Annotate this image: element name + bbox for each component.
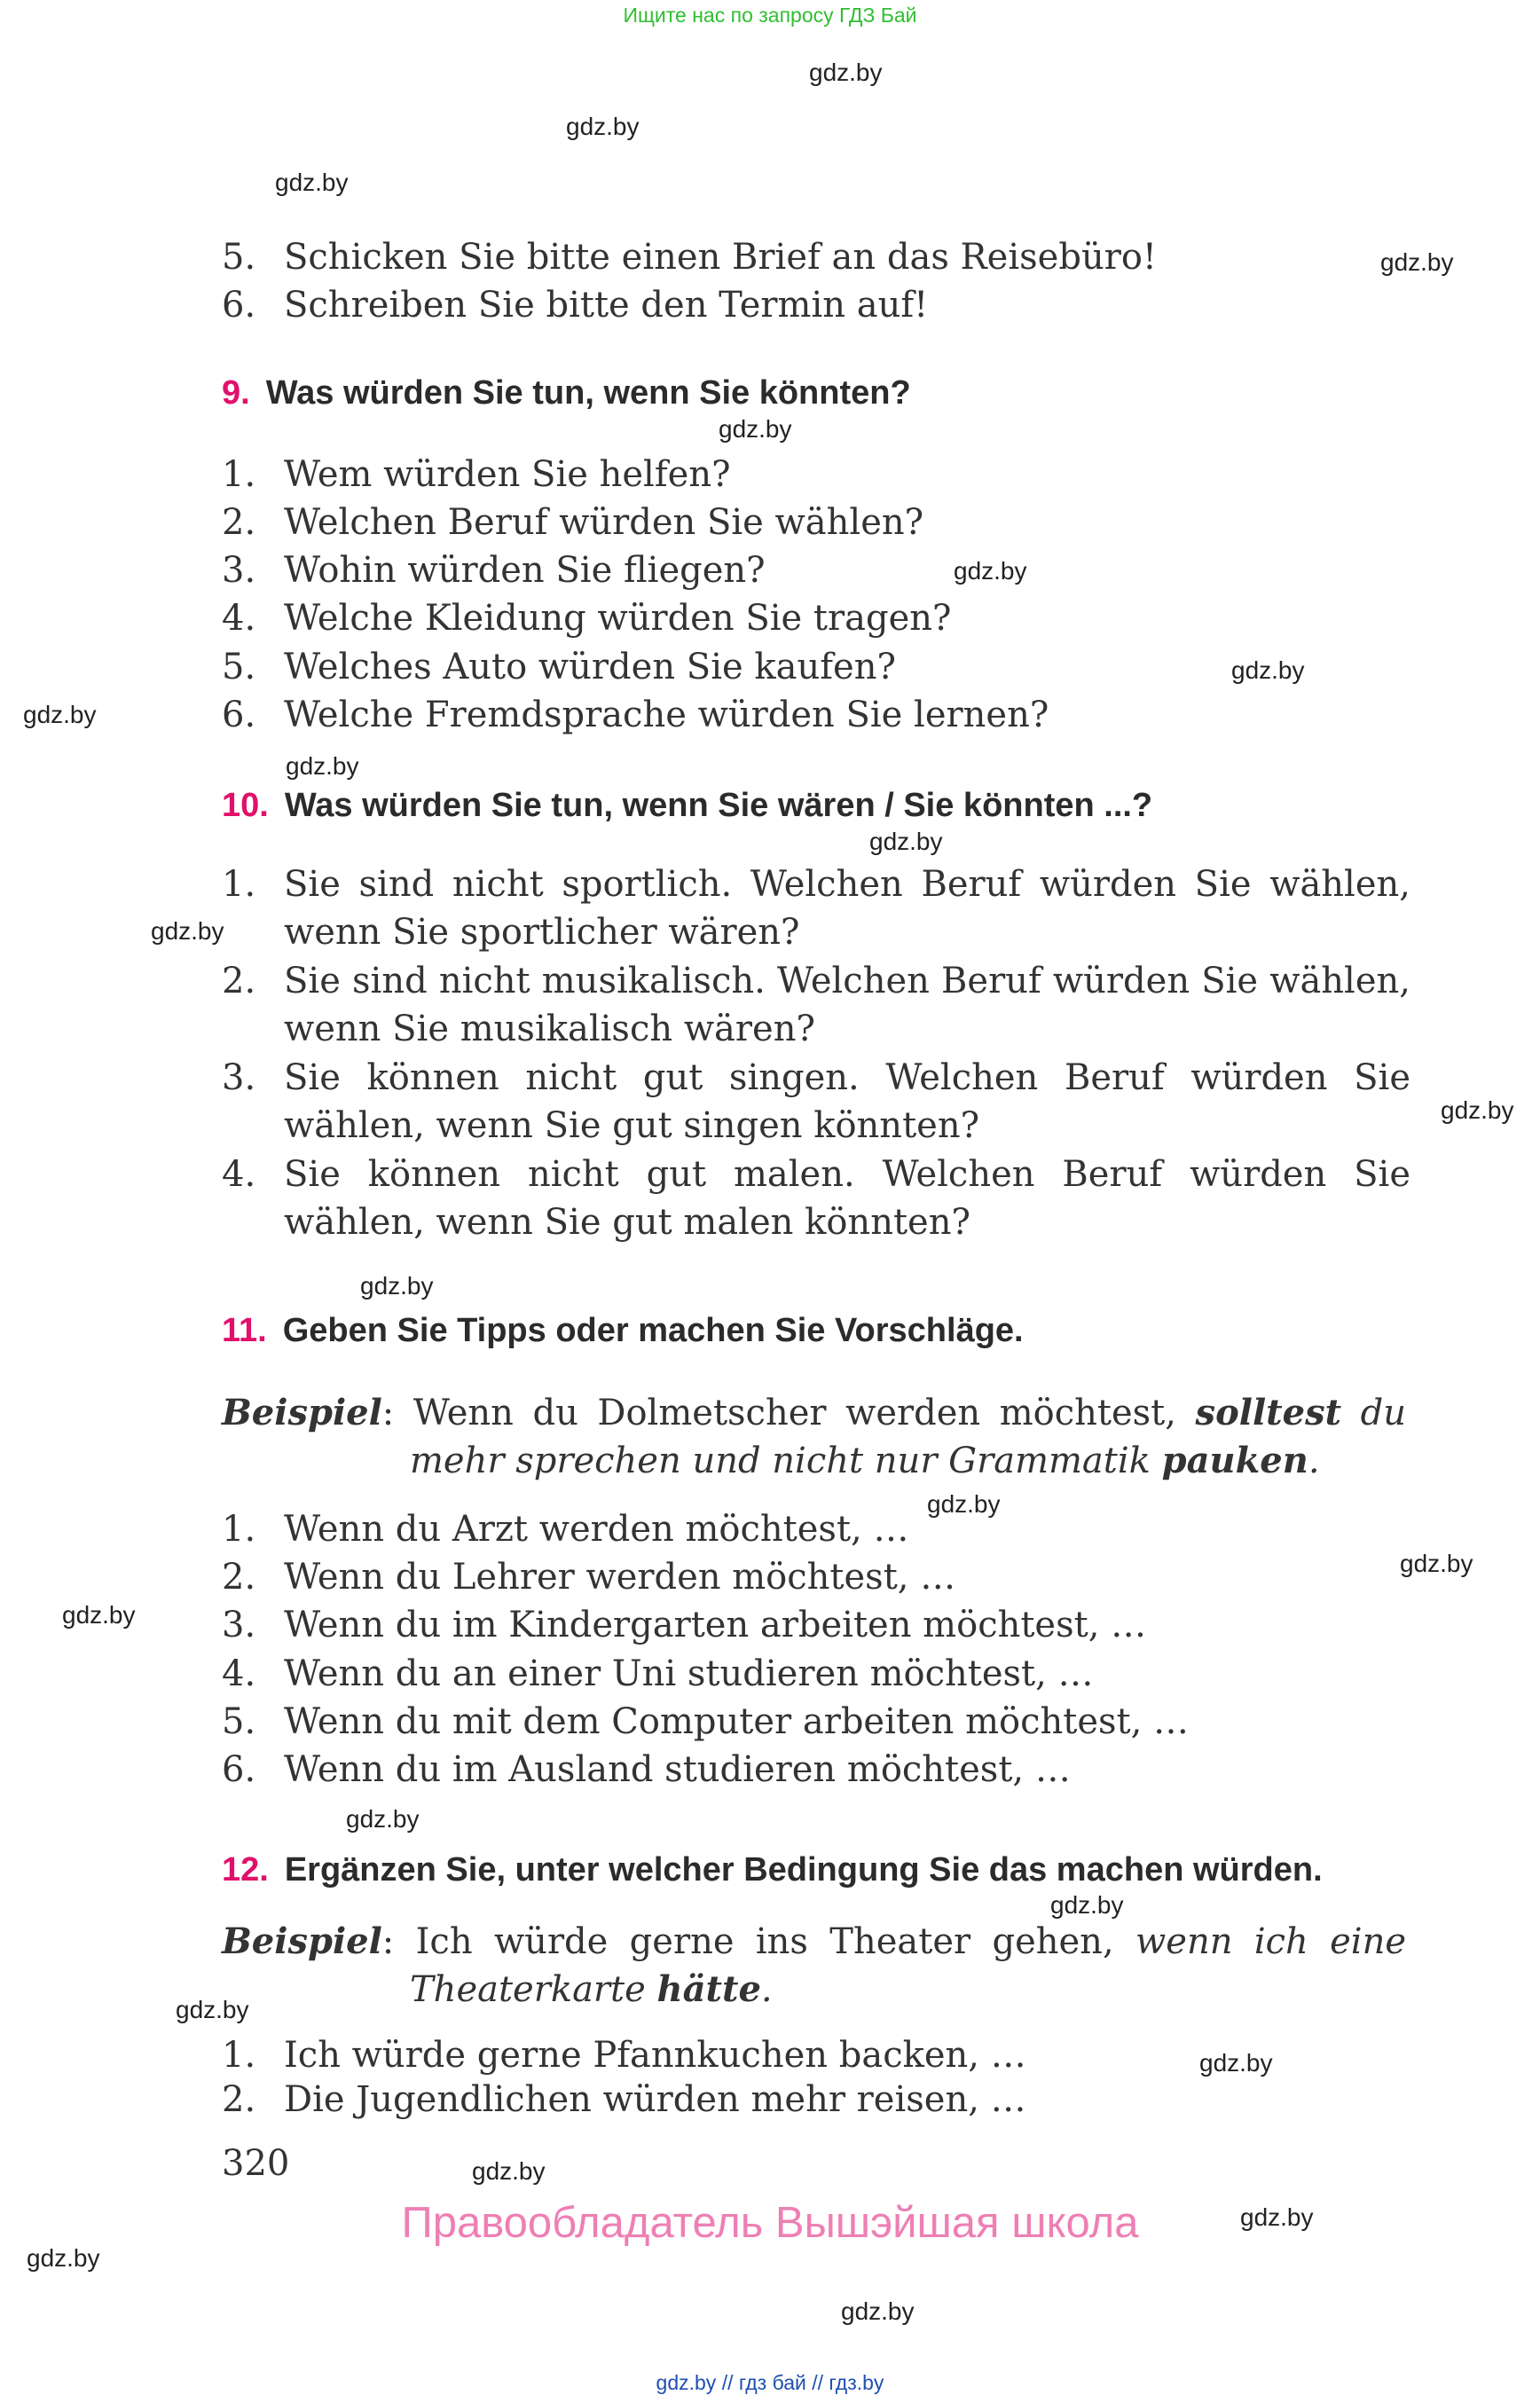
watermark: gdz.by — [869, 828, 943, 855]
list-item: Wenn du Arzt werden möchtest, … — [284, 1509, 909, 1550]
watermark: gdz.by — [62, 1601, 136, 1629]
watermark: gdz.by — [151, 917, 224, 945]
watermark: gdz.by — [841, 2297, 915, 2325]
example-text: Theaterkarte — [410, 1969, 646, 2010]
example-line-2 — [222, 1966, 1406, 2014]
list-item-number: 2. — [222, 1557, 256, 1598]
list-item: Die Jugendlichen würden mehr reisen, … — [284, 2079, 1026, 2120]
watermark: gdz.by — [566, 113, 640, 140]
example-keyword: solltest — [1195, 1392, 1342, 1433]
watermark: gdz.by — [1050, 1891, 1124, 1919]
list-item-number: 3. — [222, 550, 256, 591]
list-item-number: 5. — [222, 1701, 256, 1742]
watermark: gdz.by — [1380, 248, 1454, 276]
list-item: Welche Fremdsprache würden Sie lernen? — [284, 695, 1049, 735]
watermark: gdz.by — [275, 169, 349, 196]
list-item: Welchen Beruf würden Sie wählen? — [284, 502, 924, 543]
example-text: Ich würde gerne ins Theater gehen, — [415, 1921, 1114, 1962]
watermark: gdz.by — [1400, 1550, 1473, 1577]
exercise-title: Ergänzen Sie, unter welcher Bedingung Sie das machen würden. — [284, 1851, 1323, 1889]
watermark: gdz.by — [809, 59, 883, 86]
watermark: gdz.by — [23, 701, 97, 728]
exercise-12-heading — [222, 1851, 1323, 1889]
watermark: gdz.by — [719, 415, 792, 443]
list-item-number: 1. — [222, 2035, 256, 2076]
copyright-notice: Правообладатель Вышэйшая школа — [401, 2199, 1139, 2247]
page-number: 320 — [222, 2143, 290, 2184]
watermark: gdz.by — [346, 1805, 420, 1833]
list-item: Wenn du Lehrer werden möchtest, … — [284, 1557, 956, 1598]
watermark: gdz.by — [176, 1996, 249, 2023]
example-text: Wenn du Dolmetscher werden möchtest, — [412, 1393, 1176, 1433]
example-line-1 — [222, 1389, 1406, 1437]
list-item: Wenn du im Kindergarten arbeiten möchtest, … — [284, 1605, 1147, 1645]
example-keyword: pauken — [1161, 1440, 1308, 1481]
list-item-number: 6. — [222, 285, 256, 326]
exercise-number: 11. — [222, 1312, 267, 1349]
exercise-title: Was würden Sie tun, wenn Sie wären / Sie könnten ...? — [284, 787, 1153, 824]
list-item: Sie können nicht gut malen. Welchen Beruf würden Sie wählen, wenn Sie gut malen könnten? — [284, 1154, 1410, 1243]
list-item: Ich würde gerne Pfannkuchen backen, … — [284, 2035, 1026, 2076]
watermark: gdz.by — [1231, 656, 1305, 684]
list-item-number: 5. — [222, 647, 256, 687]
list-item: Wenn du an einer Uni studieren möchtest, … — [284, 1653, 1094, 1694]
example-label: Beispiel — [222, 1920, 382, 1962]
list-item-number: 4. — [222, 598, 256, 639]
list-item-number: 3. — [222, 1605, 256, 1645]
list-item-number: 5. — [222, 237, 256, 278]
list-item-number: 1. — [222, 864, 256, 905]
example-keyword: hätte — [656, 1968, 761, 2010]
list-item: Wem würden Sie helfen? — [284, 454, 731, 495]
exercise-9-heading — [222, 374, 911, 412]
watermark: gdz.by — [1441, 1096, 1514, 1124]
footer-links: gdz.by // гдз бай // гдз.by — [656, 2371, 884, 2394]
list-item: Sie sind nicht musikalisch. Welchen Beruf würden Sie wählen, wenn Sie musikalisch wären? — [284, 961, 1410, 1049]
exercise-number: 12. — [222, 1851, 269, 1889]
watermark: gdz.by — [360, 1272, 434, 1300]
example-text: mehr sprechen und nicht nur Grammatik — [410, 1441, 1151, 1481]
list-item: Sie können nicht gut singen. Welchen Beruf würden Sie wählen, wenn Sie gut singen könnten? — [284, 1057, 1410, 1146]
watermark: gdz.by — [286, 752, 359, 780]
list-item: Schicken Sie bitte einen Brief an das Reisebüro! — [284, 237, 1157, 278]
watermark: gdz.by — [472, 2157, 546, 2185]
list-item-number: 4. — [222, 1154, 256, 1195]
list-item: Welche Kleidung würden Sie tragen? — [284, 598, 952, 639]
watermark: gdz.by — [1240, 2203, 1314, 2231]
example-colon: : — [381, 1921, 395, 1962]
list-item-number: 1. — [222, 454, 256, 495]
example-block — [222, 1918, 1406, 2014]
example-line-1 — [222, 1918, 1406, 1966]
watermark: gdz.by — [1199, 2049, 1273, 2077]
list-item: Sie sind nicht sportlich. Welchen Beruf würden Sie wählen, wenn Sie sportlicher wären? — [284, 864, 1410, 953]
example-period: . — [1308, 1441, 1320, 1481]
list-item-number: 1. — [222, 1509, 256, 1550]
example-text: wenn ich eine — [1135, 1921, 1407, 1962]
list-item: Schreiben Sie bitte den Termin auf! — [284, 285, 929, 326]
example-text: du — [1360, 1393, 1407, 1433]
example-period: . — [760, 1969, 773, 2010]
example-line-2 — [222, 1437, 1406, 1485]
watermark: gdz.by — [27, 2244, 100, 2272]
list-item-number: 4. — [222, 1653, 256, 1694]
top-banner: Ищите нас по запросу ГДЗ Бай — [623, 4, 917, 27]
list-item: Wenn du mit dem Computer arbeiten möchtest, … — [284, 1701, 1190, 1742]
exercise-10-heading — [222, 787, 1152, 825]
exercise-title: Geben Sie Tipps oder machen Sie Vorschläge. — [282, 1312, 1024, 1349]
list-item: Wenn du im Ausland studieren möchtest, … — [284, 1749, 1071, 1790]
example-label: Beispiel — [222, 1392, 382, 1433]
example-block — [222, 1389, 1406, 1485]
list-item: Welches Auto würden Sie kaufen? — [284, 647, 896, 687]
list-item: Wohin würden Sie fliegen? — [284, 550, 766, 591]
exercise-number: 10. — [222, 787, 269, 824]
watermark: gdz.by — [954, 557, 1027, 585]
list-item-number: 6. — [222, 695, 256, 735]
list-item-number: 2. — [222, 502, 256, 543]
list-item-number: 2. — [222, 961, 256, 1001]
example-colon: : — [381, 1393, 395, 1433]
exercise-11-heading — [222, 1312, 1024, 1350]
list-item-number: 6. — [222, 1749, 256, 1790]
list-item-number: 2. — [222, 2079, 256, 2120]
exercise-title: Was würden Sie tun, wenn Sie könnten? — [265, 374, 911, 412]
exercise-number: 9. — [222, 374, 250, 412]
watermark: gdz.by — [927, 1490, 1001, 1518]
list-item-number: 3. — [222, 1057, 256, 1098]
